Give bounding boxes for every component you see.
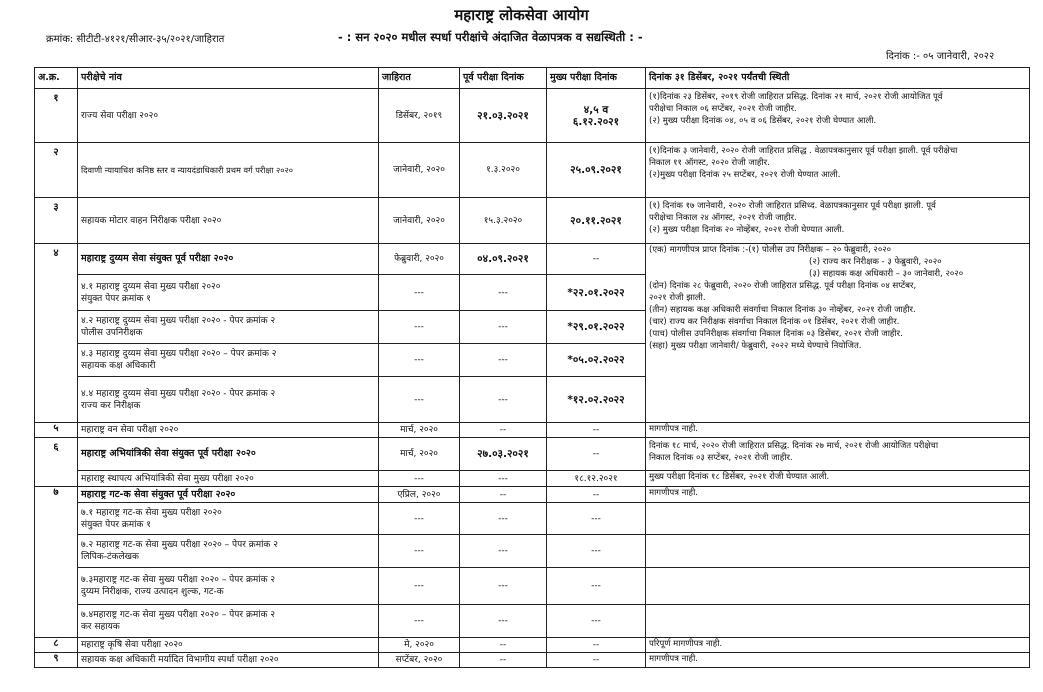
table-row [35, 653, 1030, 668]
exam-name-line: कर सहायक [81, 622, 120, 632]
status-line: परीक्षेचा निकाल ०६ सप्टेंबर, २०२१ रोजी जाहीर. [649, 104, 797, 114]
sr-cell: ३ [35, 198, 78, 244]
table-row [35, 143, 1030, 198]
exam-name-cell: महाराष्ट्र स्थापत्य अभियांत्रिकी सेवा मुख्य परीक्षा २०२० [78, 471, 379, 487]
advert-cell: --- [379, 377, 460, 423]
exam-name-cell [78, 503, 379, 535]
advert-cell: सप्टेंबर, २०२० [379, 653, 460, 668]
status-line: परीक्षेचा निकाल २४ ऑगस्ट, २०२१ रोजी जाहीर. [649, 213, 797, 223]
advert-cell: --- [379, 471, 460, 487]
advert-cell: मार्च, २०२० [379, 438, 460, 471]
advert-cell: जानेवारी, २०२० [379, 198, 460, 244]
exam-name-cell [78, 605, 379, 638]
exam-name-line: संयुक्त पेपर क्रमांक १ [81, 293, 151, 304]
table-row [35, 244, 1030, 275]
pre-date-cell: २७.०३.२०२१ [460, 438, 547, 471]
col-header-status: दिनांक ३१ डिसेंबर, २०२१ पर्यंतची स्थिती [646, 68, 1030, 89]
main-date-cell: *१२.०२.२०२२ [547, 377, 646, 423]
status-line: (३) सहायक कक्ष अधिकारी – ३० जानेवारी, २०२० [809, 269, 964, 279]
status-cell: मागणीपत्र नाही. [646, 653, 1030, 668]
status-cell [646, 438, 1030, 471]
status-cell [646, 244, 1030, 423]
status-line: (दोन) दिनांक २८ फेब्रुवारी, २०२० रोजी जाहिरात प्रसिद्ध. पूर्व परीक्षा दिनांक ०४ सप्टेंबर, [649, 281, 917, 291]
col-header-main: मुख्य परीक्षा दिनांक [547, 68, 646, 89]
pre-date-cell: --- [460, 275, 547, 311]
sr-cell: ८ [35, 638, 78, 653]
pre-date-cell: --- [460, 344, 547, 377]
advert-cell: डिसेंबर, २०१९ [379, 89, 460, 143]
sr-cell: ७ [35, 487, 78, 638]
sr-cell: ९ [35, 653, 78, 668]
sr-cell: १ [35, 89, 78, 143]
pre-date-cell: --- [460, 311, 547, 344]
table-row [35, 471, 1030, 487]
table-row [35, 487, 1030, 503]
status-line: निकाल दिनांक ०३ सप्टेंबर, २०२१ रोजी जाहीर. [649, 453, 793, 463]
pre-date-cell: --- [460, 605, 547, 638]
pre-date-cell: --- [460, 503, 547, 535]
exam-name-line: ७.१ महाराष्ट्र गट-क सेवा मुख्य परीक्षा २०२० [81, 507, 222, 518]
table-row [35, 638, 1030, 653]
exam-name-cell: दिवाणी न्यायाधिश कनिष्ठ स्तर व न्यायदंडाधिकारी प्रथम वर्ग परीक्षा २०२० [78, 143, 379, 198]
advert-cell: --- [379, 503, 460, 535]
document-subject: - : सन २०२० मधील स्पर्धा परीक्षांचे अंदाजित वेळापत्रक व सद्यस्थिती : - [338, 30, 643, 44]
status-line: दिनांक १८ मार्च, २०२० रोजी जाहिरात प्रसिद्ध. दिनांक २७ मार्च, २०२१ रोजी आयोजित परीक्षेचा [649, 441, 939, 451]
main-date-cell: *०५.०२.२०२२ [547, 344, 646, 377]
table-row [35, 423, 1030, 438]
table-header-row [35, 68, 1030, 89]
status-cell [646, 89, 1030, 143]
main-date-cell: *२२.०१.२०२२ [547, 275, 646, 311]
table-row [35, 535, 1030, 568]
exam-name-cell: महाराष्ट्र वन सेवा परीक्षा २०२० [78, 423, 379, 438]
exam-name-line: पोलीस उपनिरीक्षक [81, 328, 143, 338]
status-line: २०२१ रोजी झाली. [649, 293, 706, 303]
main-date-cell: --- [547, 568, 646, 605]
advert-cell: --- [379, 275, 460, 311]
main-date-line: ६.१२.२०२१ [572, 115, 620, 128]
exam-name-cell: सहायक मोटार वाहन निरीक्षक परीक्षा २०२० [78, 198, 379, 244]
exam-name-line: ४.४ महाराष्ट्र दुय्यम सेवा मुख्य परीक्षा २०२० - पेपर क्रमांक २ [81, 388, 276, 399]
status-line: (पाच) पोलीस उपनिरीक्षक संवर्गाचा निकाल दिनांक ०३ डिसेंबर, २०२१ रोजी जाहीर. [649, 329, 903, 339]
advert-cell: फेब्रुवारी, २०२० [379, 244, 460, 275]
status-line: (तीन) सहायक कक्ष अधिकारी संवर्गाचा निकाल दिनांक ३० नोव्हेंबर, २०२१ रोजी जाहीर. [649, 305, 916, 315]
status-cell [646, 143, 1030, 198]
exam-name-line: ४.३ महाराष्ट्र दुय्यम सेवा मुख्य परीक्षा २०२० – पेपर क्रमांक २ [81, 349, 277, 359]
main-date-cell: --- [547, 605, 646, 638]
exam-name-line: संयुक्त पेपर क्रमांक १ [81, 519, 151, 530]
sr-cell: ५ [35, 423, 78, 438]
table-row [35, 605, 1030, 638]
status-cell [646, 605, 1030, 638]
status-cell [646, 503, 1030, 535]
table-row [35, 438, 1030, 471]
pre-date-cell: -- [460, 653, 547, 668]
main-date-cell: *२९.०१.२०२२ [547, 311, 646, 344]
reference-number: क्रमांक: सीटीटी-४१२१/सीआर-३५/२०२१/जाहिरात [46, 34, 225, 45]
status-line: (२) मुख्य परीक्षा दिनांक ०४, ०५ व ०६ डिसेंबर, २०२१ रोजी घेण्यात आली. [649, 116, 877, 126]
main-date-cell: -- [547, 423, 646, 438]
pre-date-cell: ०४.०९.२०२१ [460, 244, 547, 275]
main-date-cell: -- [547, 438, 646, 471]
status-line: (१)दिनांक २३ डिसेंबर, २०१९ रोजी जाहिरात प्रसिद्ध. दिनांक २१ मार्च, २०२१ रोजी आयोजित पूर्व [649, 92, 943, 102]
exam-name-cell [78, 275, 379, 311]
main-date-cell: -- [547, 653, 646, 668]
pre-date-cell: १.३.२०२० [460, 143, 547, 198]
exam-name-line: ४.२ महाराष्ट्र दुय्यम सेवा मुख्य परीक्षा २०२० - पेपर क्रमांक २ [81, 316, 276, 326]
advert-cell: जानेवारी, २०२० [379, 143, 460, 198]
main-date-cell: -- [547, 487, 646, 503]
exam-name-line: ७.४महाराष्ट्र गट-क सेवा मुख्य परीक्षा २०२० – पेपर क्रमांक २ [81, 610, 276, 620]
exam-name-line: ४.१ महाराष्ट्र दुय्यम सेवा मुख्य परीक्षा २०२० [81, 281, 221, 292]
exam-name-cell: महाराष्ट्र दुय्यम सेवा संयुक्त पूर्व परीक्षा २०२० [78, 244, 379, 275]
status-cell: परिपूर्ण मागणीपत्र नाही. [646, 638, 1030, 653]
exam-name-cell [78, 377, 379, 423]
status-line: निकाल ११ ऑगस्ट, २०२० रोजी जाहीर. [649, 158, 770, 168]
pre-date-cell: --- [460, 377, 547, 423]
main-date-cell [547, 89, 646, 143]
col-header-pre: पूर्व परीक्षा दिनांक [460, 68, 547, 89]
main-date-line: ४,५ व [583, 103, 609, 116]
pre-date-cell: -- [460, 487, 547, 503]
exam-name-cell [78, 535, 379, 568]
pre-date-cell: --- [460, 568, 547, 605]
status-cell: मागणीपत्र नाही. [646, 423, 1030, 438]
advert-cell: मे, २०२० [379, 638, 460, 653]
pre-date-cell: -- [460, 638, 547, 653]
table-row [35, 89, 1030, 143]
main-date-cell: २०.११.२०२१ [547, 198, 646, 244]
sr-cell: ६ [35, 438, 78, 487]
advert-cell: --- [379, 568, 460, 605]
table-row [35, 568, 1030, 605]
exam-name-cell: सहायक कक्ष अधिकारी मर्यादित विभागीय स्पर्धा परीक्षा २०२० [78, 653, 379, 668]
status-line: (१) दिनांक १७ जानेवारी, २०२० रोजी जाहिरात प्रसिध्द. वेळापत्रकानुसार पूर्व परीक्षा झाली. पूर्व [649, 201, 936, 211]
status-line: (चार) राज्य कर निरीक्षक संवर्गाचा निकाल दिनांक ०१ डिसेंबर, २०२१ रोजी जाहीर. [649, 317, 900, 327]
exam-name-cell: महाराष्ट्र अभियांत्रिकी सेवा संयुक्त पूर्व परीक्षा २०२० [78, 438, 379, 471]
pre-date-cell: १५.३.२०२० [460, 198, 547, 244]
table-row [35, 503, 1030, 535]
status-cell [646, 198, 1030, 244]
main-date-cell: --- [547, 535, 646, 568]
main-date-cell: -- [547, 244, 646, 275]
exam-schedule-table [34, 67, 1030, 668]
status-cell [646, 568, 1030, 605]
advert-cell: --- [379, 344, 460, 377]
status-cell: मुख्य परीक्षा दिनांक १८ डिसेंबर, २०२१ रोजी घेण्यात आली. [646, 471, 1030, 487]
status-line: (एक) मागणीपत्र प्राप्त दिनांक :-(१) पोलीस उप निरीक्षक – २० फेब्रुवारी, २०२० [649, 245, 892, 255]
pre-date-cell: २१.०३.२०२१ [460, 89, 547, 143]
pre-date-cell: --- [460, 471, 547, 487]
advert-cell: --- [379, 535, 460, 568]
status-cell: मागणीपत्र नाही. [646, 487, 1030, 503]
advert-cell: --- [379, 605, 460, 638]
status-cell [646, 535, 1030, 568]
status-line: (२)मुख्य परीक्षा दिनांक २५ सप्टेंबर, २०२१ रोजी घेण्यात आली. [649, 170, 841, 180]
document-date: दिनांक :- ०५ जानेवारी, २०२२ [886, 51, 995, 62]
sr-cell: २ [35, 143, 78, 198]
status-line: (१)दिनांक ३ जानेवारी, २०२० रोजी जाहिरात प्रसिद्ध . वेळापत्रकानुसार पूर्व परीक्षा झाली. पूर्व परीक्षेचा [649, 146, 958, 156]
exam-name-cell [78, 311, 379, 344]
exam-name-line: लिपिक-टंकलेखक [81, 552, 139, 562]
exam-name-line: सहायक कक्ष अधिकारी [81, 361, 156, 371]
main-date-cell: २५.०९.२०२१ [547, 143, 646, 198]
status-line: (सहा) मुख्य परीक्षा जानेवारी/ फेब्रुवारी, २०२२ मध्ये घेण्याचे नियोजित. [649, 341, 862, 351]
pre-date-cell: --- [460, 535, 547, 568]
sr-cell: ४ [35, 244, 78, 423]
main-date-cell: १८.१२.२०२१ [547, 471, 646, 487]
exam-name-cell [78, 568, 379, 605]
table-row [35, 198, 1030, 244]
page-title: महाराष्ट्र लोकसेवा आयोग [454, 6, 589, 24]
main-date-cell: --- [547, 503, 646, 535]
exam-name-line: ७.२ महाराष्ट्र गट-क सेवा मुख्य परीक्षा २०२० – पेपर क्रमांक २ [81, 540, 278, 550]
col-header-advert: जाहिरात [379, 68, 460, 89]
status-line: (२) मुख्य परीक्षा दिनांक २० नोव्हेंबर, २०२१ रोजी घेण्यात आली. [649, 225, 845, 235]
col-header-name: परीक्षेचे नांव [78, 68, 379, 89]
exam-name-cell: महाराष्ट्र गट-क सेवा संयुक्त पूर्व परीक्षा २०२० [78, 487, 379, 503]
advert-cell: एप्रिल, २०२० [379, 487, 460, 503]
advert-cell: --- [379, 311, 460, 344]
advert-cell: मार्च, २०२० [379, 423, 460, 438]
exam-name-cell: राज्य सेवा परीक्षा २०२० [78, 89, 379, 143]
status-line: (२) राज्य कर निरीक्षक - ३ फेब्रुवारी, २०२० [809, 257, 942, 267]
pre-date-cell: -- [460, 423, 547, 438]
exam-name-line: दुय्यम निरीक्षक, राज्य उत्पादन शुल्क, गट-क [81, 587, 224, 597]
main-date-cell: -- [547, 638, 646, 653]
exam-name-cell [78, 344, 379, 377]
exam-name-cell: महाराष्ट्र कृषि सेवा परीक्षा २०२० [78, 638, 379, 653]
exam-name-line: ७.३महाराष्ट्र गट-क सेवा मुख्य परीक्षा २०२० – पेपर क्रमांक २ [81, 575, 276, 585]
col-header-sr: अ.क्र. [35, 68, 78, 89]
exam-name-line: राज्य कर निरीक्षक [81, 400, 141, 411]
